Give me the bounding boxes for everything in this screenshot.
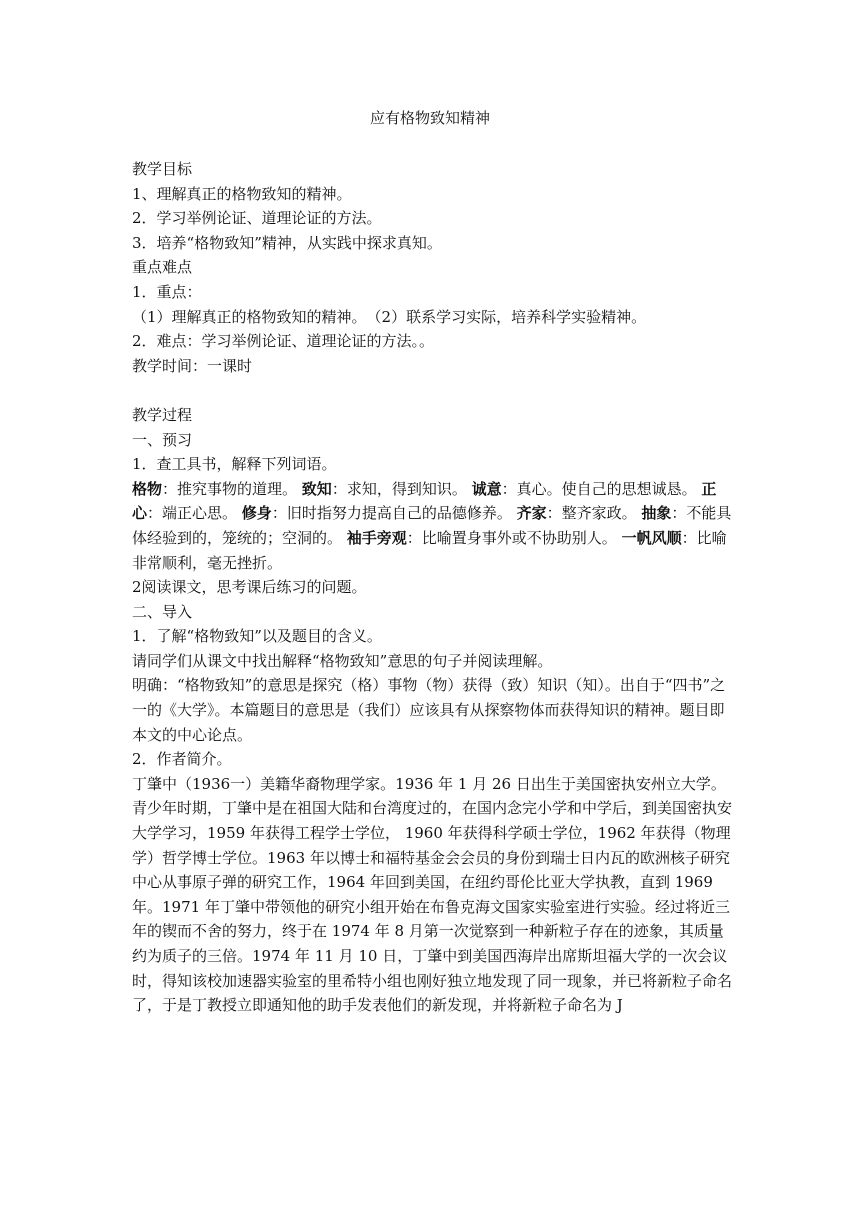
intro-item: 2．作者简介。	[132, 750, 232, 769]
process-heading: 教学过程	[132, 405, 193, 424]
vocab-term: 齐家	[516, 504, 547, 523]
goal-item: 2．学习举例论证、道理论证的方法。	[132, 209, 382, 228]
lesson-time: 教学时间：一课时	[132, 356, 253, 375]
intro-answer: 明确：“格物致知”的意思是探究（格）事物（物）获得（致）知识（知）。出自于“四书”之一的《大学》。本篇题目的意思是（我们）应该具有从探察物体而获得知识的精神。题目即本文的中心论点。	[132, 676, 726, 744]
vocab-definition: ：旧时指努力提高自己的品德修养。	[271, 504, 517, 523]
goals-heading: 教学目标	[132, 160, 193, 178]
vocab-term: 诚意	[471, 479, 502, 498]
vocab-definition: ：真心。使自己的思想诚恳。	[501, 479, 702, 498]
vocab-paragraph	[132, 477, 732, 575]
key-item: 2．难点：学习举例论证、道理论证的方法。。	[132, 332, 435, 351]
preview-item: 2阅读课文，思考课后练习的问题。	[132, 578, 367, 597]
document-body	[132, 157, 732, 1018]
vocab-definition: ：求知，得到知识。	[331, 479, 472, 498]
key-item: 1．重点：	[132, 282, 202, 301]
preview-heading: 一、预习	[132, 430, 193, 449]
vocab-definition: ：比喻非常顺利，毫无挫折。	[132, 528, 727, 572]
vocab-term: 致知	[301, 479, 332, 498]
vocab-term: 一帆风顺	[621, 528, 682, 547]
vocab-term: 正心	[132, 479, 717, 523]
vocab-definition: ：整齐家政。	[546, 504, 642, 523]
vocab-term: 修身	[241, 504, 272, 523]
vocab-definition: ：端正心思。	[147, 504, 242, 523]
intro-item: 1．了解“格物致知”以及题目的含义。	[132, 627, 382, 646]
intro-heading: 二、导入	[132, 602, 193, 621]
spacer	[132, 378, 732, 403]
key-heading: 重点难点	[132, 258, 193, 277]
author-bio: 丁肇中（1936一）美籍华裔物理学家。1936 年 1 月 26 日出生于美国密执安州立大学。青少年时期，丁肇中是在祖国大陆和台湾度过的，在国内念完小学和中学后，到美国密执安大学学习，1959 年获得工程学士学位， 1960 年获得科学硕士学位，1962 年获得（物理学）哲学博士学位。1963 年以博士和福特基金会会员的身份到瑞士日内瓦的欧洲核子研究中心从事原子弹的研究工作，1964 年回到美国，在纽约哥伦比亚大学执教，直到 1969 年。1971 年丁肇中带领他的研究小组开始在布鲁克海文国家实验室进行实验。经过将近三年的锲而不舍的努力，终于在 1974 年 8 月第一次觉察到一种新粒子存在的迹象，其质量约为质子的三倍。1974 年 11 月 10 日，丁肇中到美国西海岸出席斯坦福大学的一次会议时，得知该校加速器实验室的里希特小组也刚好独立地发现了同一现象，并已将新粒子命名了，于是丁教授立即通知他的助手发表他们的新发现，并将新粒子命名为 J	[132, 774, 733, 1015]
preview-item: 1．查工具书，解释下列词语。	[132, 455, 337, 474]
vocab-term: 袖手旁观	[346, 528, 407, 547]
vocab-term: 格物	[132, 479, 163, 498]
vocab-definition: ：不能具体经验到的，笼统的；空洞的。	[132, 504, 732, 547]
vocab-definition: ：比喻置身事外或不协助别人。	[406, 528, 622, 547]
goal-item: 3．培养“格物致知”精神，从实践中探求真知。	[132, 233, 442, 252]
document-title: 应有格物致知精神	[369, 109, 490, 127]
goal-item: 1、理解真正的格物致知的精神。	[132, 184, 352, 203]
key-detail: （1）理解真正的格物致知的精神。 （2）联系学习实际，培养科学实验精神。	[132, 307, 647, 326]
intro-task: 请同学们从课文中找出解释“格物致知”意思的句子并阅读理解。	[132, 651, 553, 670]
vocab-term: 抽象	[641, 504, 672, 523]
vocab-definition: ：推究事物的道理。	[162, 479, 302, 498]
